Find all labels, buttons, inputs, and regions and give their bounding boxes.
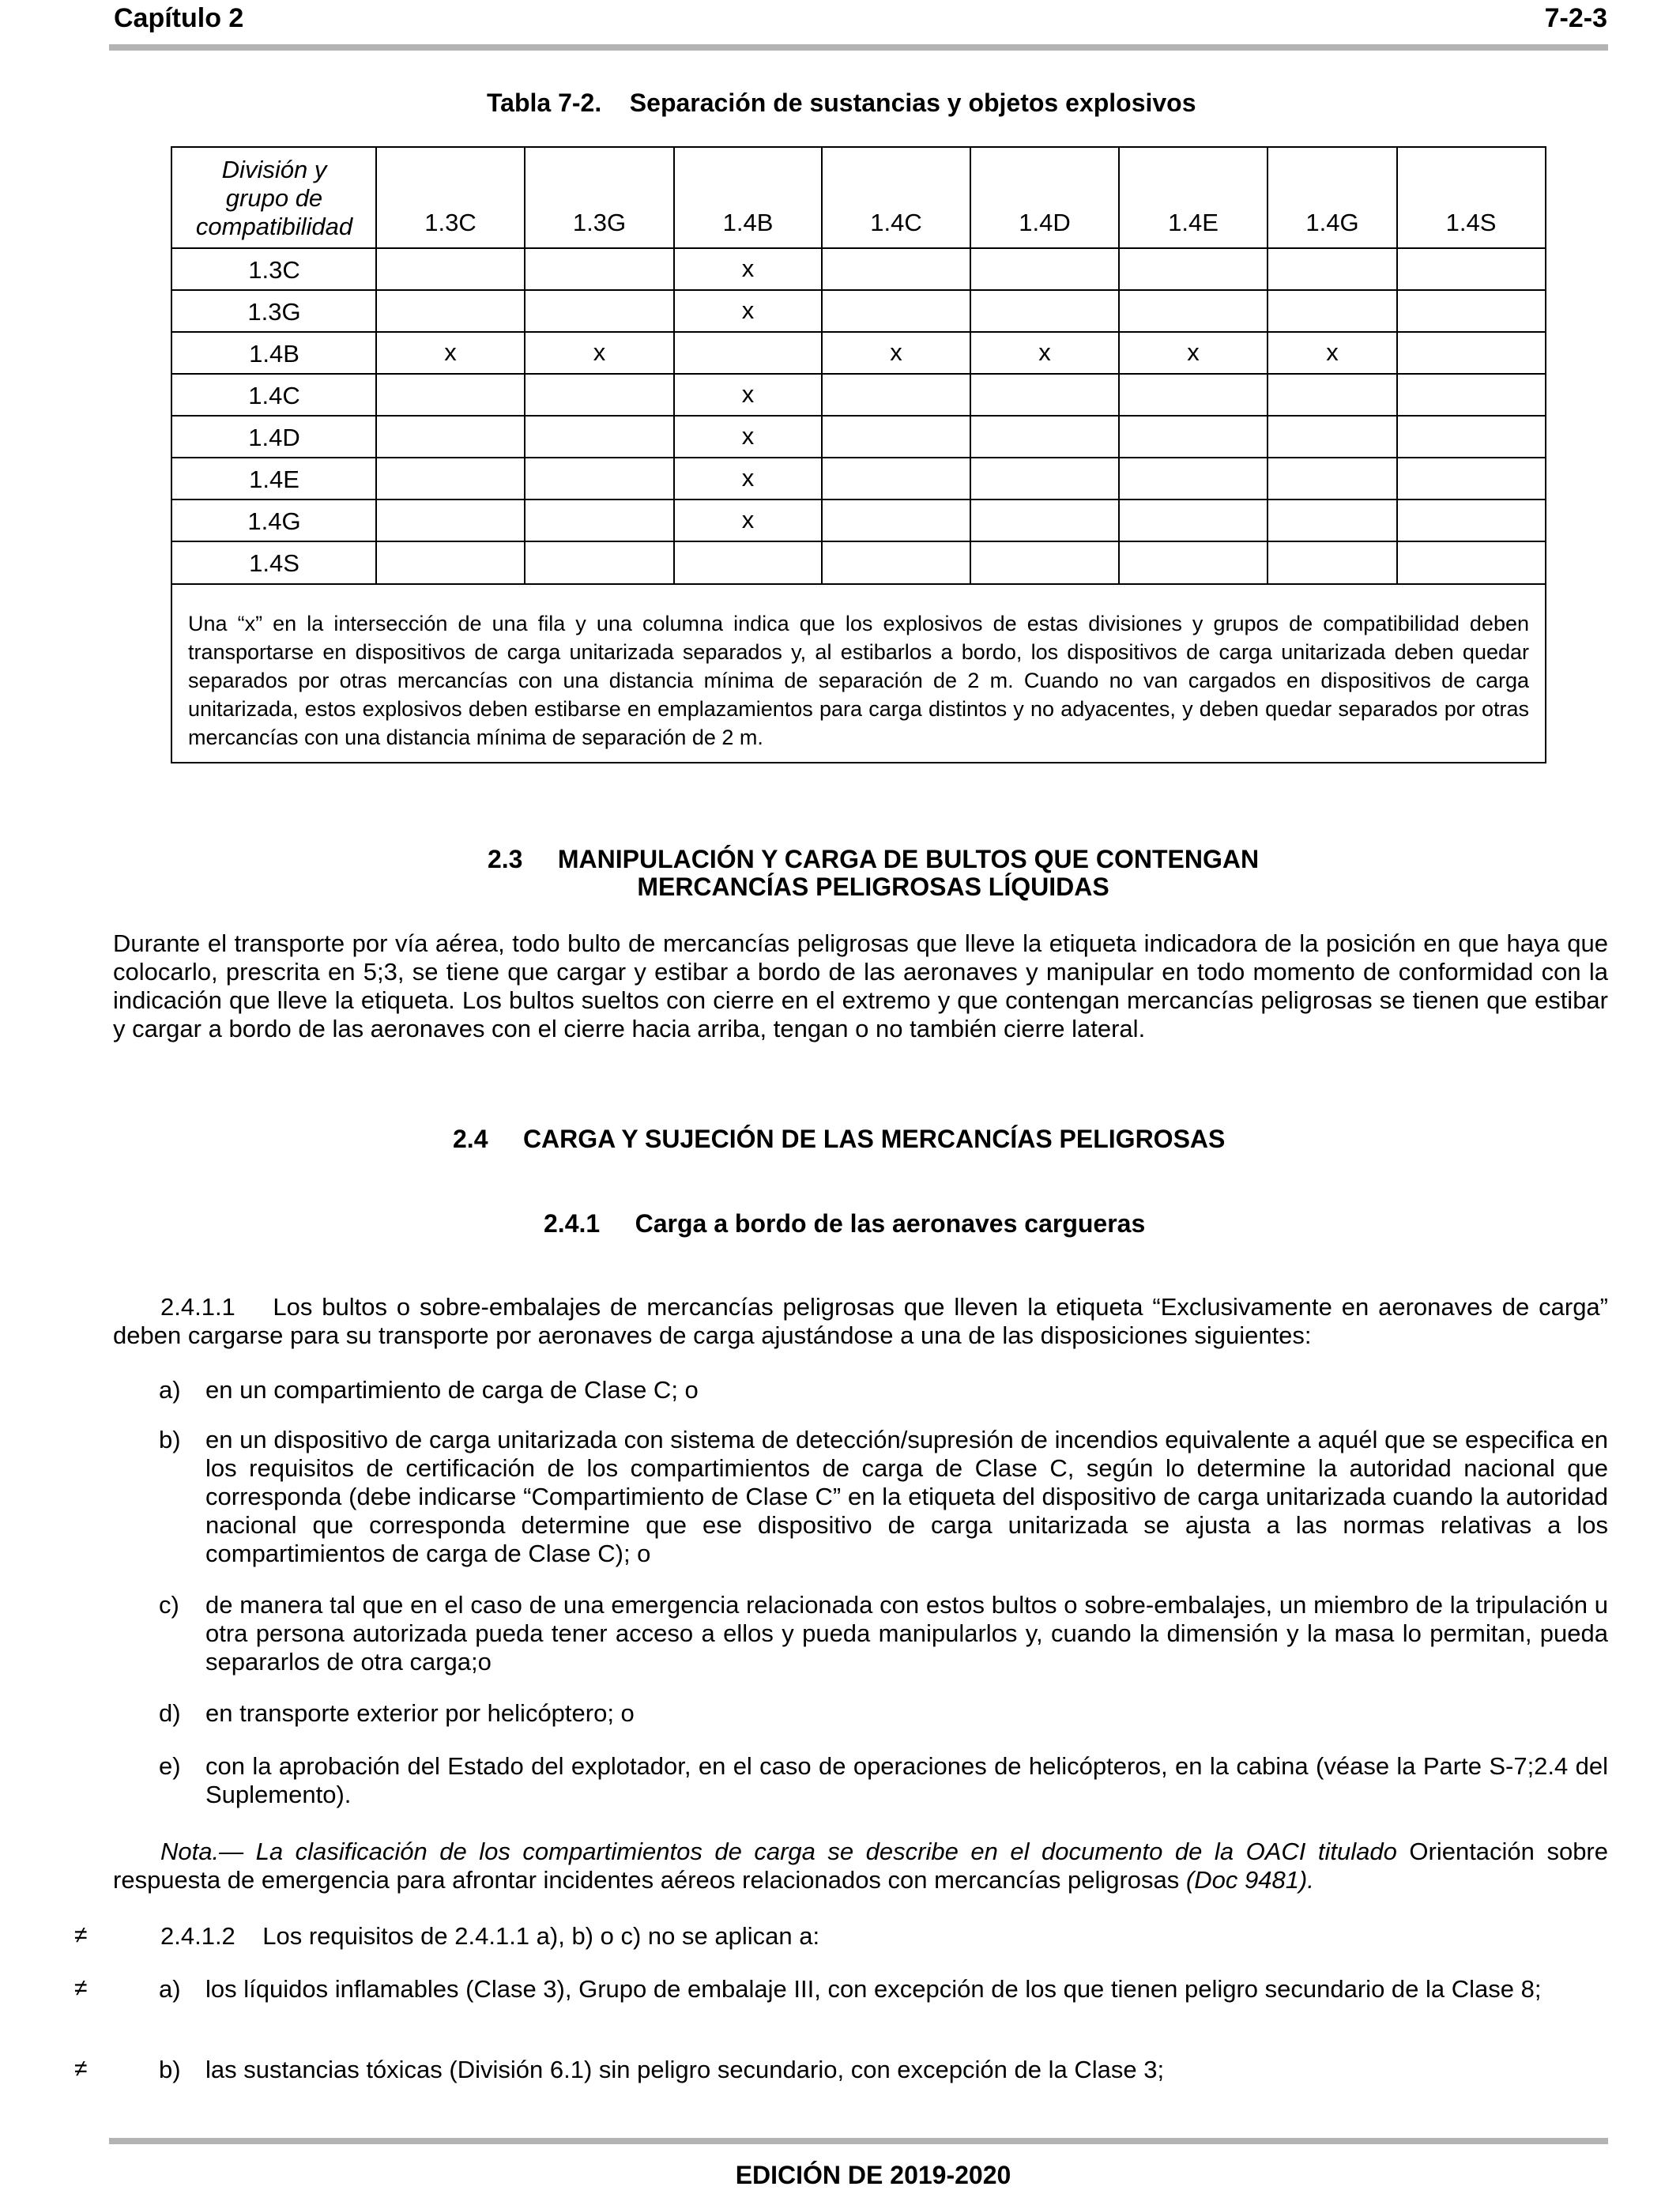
list-item-a: en un compartimiento de carga de Clase C; o [205,1376,699,1404]
note-lead: Nota.— La clasificación de los compartimientos de carga se describe en el documento de la OACI titulado [160,1838,1397,1865]
separation-mark: x [1326,338,1339,366]
paragraph-number: 2.4.1.2 [160,1922,235,1950]
list-item-b: en un dispositivo de carga unitarizada con sistema de detección/supresión de incendios equivalente a aquél que se especifica en los requisitos de certificación de los compartimientos de carga de Clase C, según lo determine la autoridad nacional que corresponda (debe indicarse “Compartimiento de Clase C” en la etiqueta del dispositivo de carga unitarizada cuando la autoridad nacional que corresponda determine que ese dispositivo de carga unitarizada se ajusta a las normas relativas a los compartimientos de carga de Clase C); o [205,1426,1608,1567]
column-header: 1.4B [722,209,774,236]
section-title: MANIPULACIÓN Y CARGA DE BULTOS QUE CONTENGAN [557,845,1260,873]
change-mark: ≠ [74,2056,88,2082]
separation-mark: x [741,380,755,408]
separation-mark: x [741,254,755,282]
list-item-d: en transporte exterior por helicóptero; o [205,1699,635,1727]
column-header: 1.4D [1019,209,1071,236]
separation-mark: x [1038,338,1051,366]
section-number: 2.4.1 [544,1209,601,1238]
table-row-divider [172,583,1545,585]
row-header: 1.3C [248,256,300,284]
table-row-divider [172,499,1545,500]
separation-mark: x [1187,338,1200,366]
table-row-divider [172,415,1545,417]
section-2-4-heading [453,1125,1225,1154]
corner-header-line: División y [221,156,327,183]
separation-mark: x [741,296,755,324]
note-doc-ref: (Doc 9481). [1185,1866,1314,1894]
list-label: b) [159,1426,181,1453]
table-grid [172,148,1545,584]
paragraph-2-4-1-2 [160,1922,1608,1951]
row-header: 1.3G [247,298,301,326]
separation-mark: x [444,338,457,366]
section-2-3-heading-line2: MERCANCÍAS PELIGROSAS LÍQUIDAS [637,873,1109,901]
row-header: 1.4D [248,424,300,451]
note-doc-title-cont: sobre respuesta de emergencia para afrontar incidentes aéreos relacionados con mercancías peligrosas [113,1838,1608,1894]
corner-header-line: grupo de [225,184,323,212]
paragraph-2-4-1-1 [113,1293,1608,1350]
section-number: 2.4 [453,1125,488,1153]
exception-item-b: las sustancias tóxicas (División 6.1) sin peligro secundario, con excepción de la Clase 3; [205,2056,1165,2083]
section-number: 2.3 [487,845,523,873]
table-note: Una “x” en la intersección de una fila y una columna indica que los explosivos de estas divisiones y grupos de compatibilidad deben transportarse en dispositivos de carga unitarizada separados y, al estibarlos a bordo, los dispositivos de carga unitarizada deben quedar separados por otras mercancías con una distancia mínima de separación de 2 m. Cuando no van cargados en dispositivos de carga unitarizada, estos explosivos deben estibarse en emplazamientos para carga distintos y no adyacentes, y deben quedar separados por otras mercancías con una distancia mínima de separación de 2 m. [188,612,1529,749]
list-label: e) [159,1752,181,1780]
separation-mark: x [890,338,902,366]
paragraph-text: Los requisitos de 2.4.1.1 a), b) o c) no se aplican a: [262,1922,820,1950]
section-2-3-body: Durante el transporte por vía aérea, todo bulto de mercancías peligrosas que lleve la etiqueta indicadora de la posición en que haya que colocarlo, prescrita en 5;3, se tiene que cargar y estibar a bordo de las aeronaves y manipular en todo momento de conformidad con la indicación que lleve la etiqueta. Los bultos sueltos con cierre en el extremo y que contengan mercancías peligrosas se tienen que estibar y cargar a bordo de las aeronaves con el cierre hacia arriba, tengan o no también cierre lateral. [113,929,1608,1042]
footer-rule [109,2138,1608,2144]
table-row-divider [172,541,1545,542]
paragraph-number: 2.4.1.1 [160,1293,235,1321]
chapter-header: Capítulo 2 [114,3,244,33]
corner-header [172,156,376,241]
list-label: d) [159,1699,181,1727]
note-doc-title: Orientación [1409,1838,1535,1865]
column-header: 1.4E [1168,209,1219,236]
page-reference: 7-2-3 [1544,3,1607,33]
row-header: 1.4C [248,382,300,409]
change-mark: ≠ [74,1922,88,1948]
exception-item-a: los líquidos inflamables (Clase 3), Grupo de embalaje III, con excepción de los que tienen peligro secundario de la Clase 8; [205,1975,1542,2003]
table-caption-title: Separación de sustancias y objetos explosivos [629,89,1196,117]
note-paragraph [113,1838,1608,1894]
section-2-3-heading [0,845,1680,874]
row-header: 1.4B [249,340,299,368]
separation-table [171,146,1546,763]
row-header: 1.4S [249,549,299,577]
table-caption [487,89,1196,118]
column-header: 1.3C [424,209,477,236]
separation-mark: x [741,506,755,533]
list-item-e: con la aprobación del Estado del explotador, en el caso de operaciones de helicópteros, en la cabina (véase la Parte S-7;2.4 del Suplemento). [205,1752,1608,1808]
corner-header-line: compatibilidad [195,213,353,240]
table-row-divider [172,331,1545,333]
section-title: CARGA Y SUJECIÓN DE LAS MERCANCÍAS PELIGROSAS [522,1125,1226,1153]
table-row-divider [172,247,1545,249]
header-rule [109,44,1608,51]
table-caption-number: Tabla 7-2. [487,89,602,117]
column-header: 1.4G [1305,209,1359,236]
column-header: 1.3G [572,209,627,236]
list-label: a) [159,1975,181,2003]
row-header: 1.4E [249,466,299,493]
table-row-divider [172,373,1545,375]
separation-mark: x [741,464,755,492]
table-row-divider [172,457,1545,458]
edition-footer: EDICIÓN DE 2019-2020 [735,2161,1011,2189]
change-mark: ≠ [74,1975,88,2001]
section-title: Carga a bordo de las aeronaves cargueras [635,1209,1146,1238]
list-label: a) [159,1376,181,1404]
column-header: 1.4S [1445,209,1497,236]
row-header: 1.4G [247,507,301,535]
list-label: b) [159,2056,181,2083]
paragraph-text: Los bultos o sobre-embalajes de mercancías peligrosas que lleven la etiqueta “Exclusivamente en aeronaves de carga” deben cargarse para su transporte por aeronaves de carga ajustándose a una de las disposiciones siguientes: [113,1293,1608,1349]
section-2-4-1-heading [544,1209,1145,1238]
separation-mark: x [741,422,755,450]
list-label: c) [159,1591,179,1619]
separation-mark: x [593,338,606,366]
list-item-c: de manera tal que en el caso de una emergencia relacionada con estos bultos o sobre-embalajes, un miembro de la tripulación u otra persona autorizada pueda tener acceso a ellos y pueda manipularlos y, cuando la dimensión y la masa lo permitan, pueda separarlos de otra carga;o [205,1591,1608,1676]
column-header: 1.4C [870,209,922,236]
table-row-divider [172,289,1545,291]
